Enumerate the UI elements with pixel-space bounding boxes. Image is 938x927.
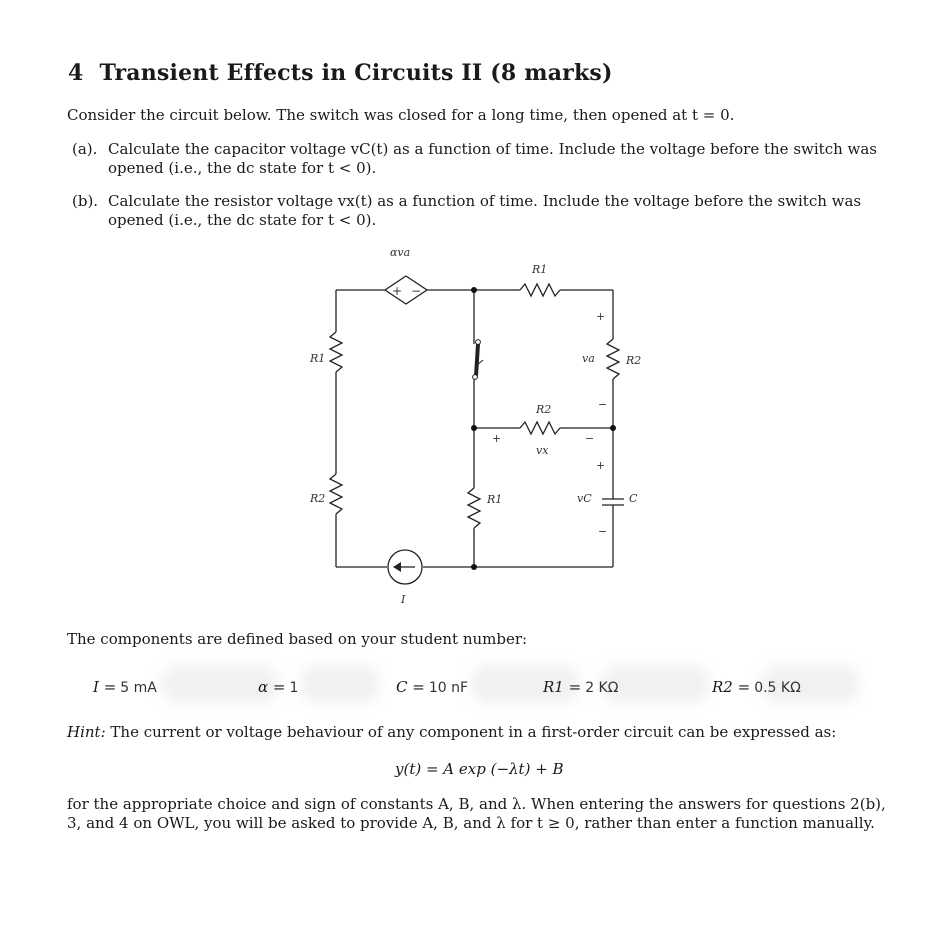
current-source-arrow-head — [393, 562, 401, 572]
label-va: va — [582, 352, 595, 365]
vc-minus: − — [598, 525, 608, 538]
resistor-left-bottom — [330, 474, 342, 514]
dep-source-minus: − — [411, 284, 422, 298]
component-r2 — [712, 678, 801, 696]
section-number: 4 — [68, 60, 84, 86]
part-b-label: (b). — [72, 192, 99, 210]
label-top-right-resistor: R1 — [532, 263, 548, 276]
redaction-blob-2 — [300, 664, 380, 704]
component-r1-symbol: R1 = — [543, 678, 582, 696]
component-alpha-value: 1 — [289, 680, 299, 696]
closing-text: for the appropriate choice and sign of constants A, B, and λ. When entering the answers for questions 2(b), 3, and 4 on OWL, you will be asked to provide A, B, and λ for t ≥ 0, rather than enter a function manually. — [67, 795, 886, 832]
switch-contact-top — [476, 340, 481, 345]
va-plus: + — [596, 310, 606, 323]
label-vc: vC — [577, 492, 592, 505]
circuit-diagram — [290, 240, 670, 610]
component-r2-symbol: R2 = — [712, 678, 751, 696]
components-intro: The components are defined based on your student number: — [67, 630, 528, 648]
part-b-text: Calculate the resistor voltage vx(t) as a function of time. Include the voltage before the switch was opened (i.e., the dc state for t < 0). — [108, 192, 862, 229]
component-c-value: 10 nF — [428, 680, 469, 696]
switch-blade — [476, 344, 478, 376]
switch-contact-bottom — [473, 375, 478, 380]
node-mid-right — [610, 425, 616, 431]
component-alpha-symbol: α = — [258, 678, 286, 696]
hint-text: The current or voltage behaviour of any component in a first-order circuit can be expressed as: — [110, 723, 837, 741]
resistor-middle — [520, 422, 560, 434]
section-title: Transient Effects in Circuits II (8 marks) — [99, 60, 613, 86]
component-i — [93, 678, 157, 696]
dep-source-plus: + — [392, 284, 403, 298]
label-vx: vx — [536, 444, 549, 457]
component-r1 — [543, 678, 618, 696]
hint — [67, 723, 836, 742]
component-r1-value: 2 KΩ — [585, 680, 619, 696]
node-mid-left — [471, 425, 477, 431]
component-r2-value: 0.5 KΩ — [754, 680, 801, 696]
component-i-symbol: I = — [93, 678, 117, 696]
resistor-center-bottom — [468, 488, 480, 528]
resistor-top-right — [520, 284, 560, 296]
resistor-right — [607, 339, 619, 379]
node-bottom — [471, 564, 477, 570]
label-current-source: I — [401, 593, 406, 606]
label-left-bottom-resistor: R2 — [310, 492, 326, 505]
label-right-resistor: R2 — [626, 354, 642, 367]
node-top — [471, 287, 477, 293]
vx-plus: + — [492, 432, 502, 445]
label-capacitor: C — [629, 492, 638, 505]
vc-plus: + — [596, 459, 606, 472]
component-c — [396, 678, 468, 696]
resistor-left-top — [330, 332, 342, 372]
component-c-symbol: C = — [396, 678, 425, 696]
va-minus: − — [598, 398, 608, 411]
component-i-value: 5 mA — [120, 680, 157, 696]
vx-minus: − — [585, 432, 595, 445]
formula: y(t) = A exp (−λt) + B — [395, 760, 564, 778]
label-left-top-resistor: R1 — [310, 352, 326, 365]
hint-label: Hint: — [67, 723, 106, 741]
section-heading — [68, 60, 613, 86]
part-a-text: Calculate the capacitor voltage vC(t) as a function of time. Include the voltage before the switch was opened (i.e., the dc state for t < 0). — [108, 140, 877, 177]
intro-text: Consider the circuit below. The switch was closed for a long time, then opened at t = 0. — [67, 106, 735, 124]
label-middle-resistor: R2 — [536, 403, 552, 416]
label-center-bottom-resistor: R1 — [487, 493, 503, 506]
part-a-label: (a). — [72, 140, 98, 158]
dep-source-label: αva — [390, 246, 411, 259]
component-alpha — [258, 678, 298, 696]
